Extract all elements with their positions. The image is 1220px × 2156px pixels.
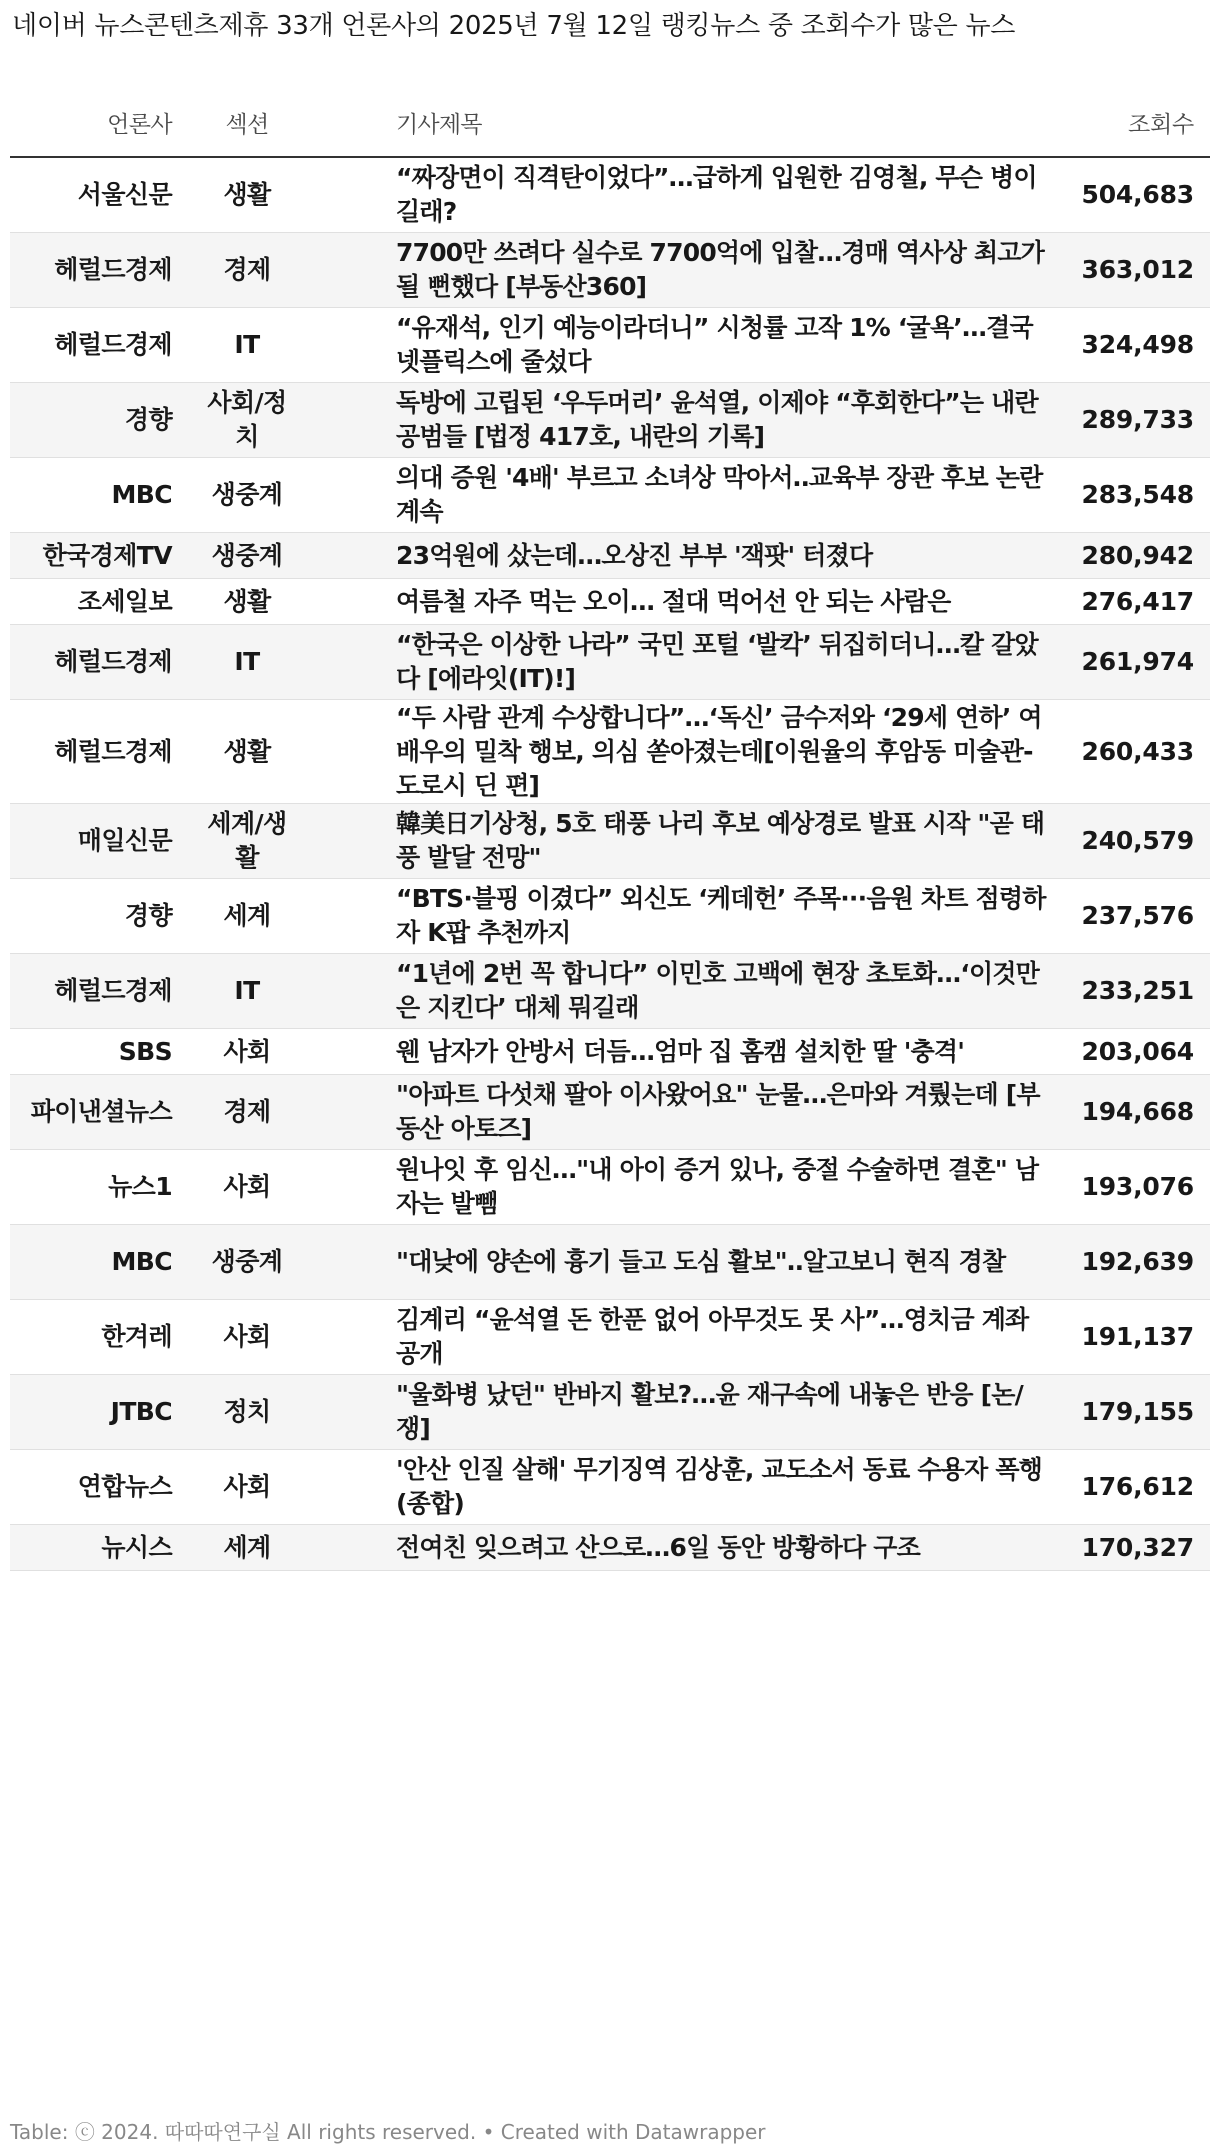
table-row[interactable] <box>10 233 1210 308</box>
cell-views: 283,548 <box>1081 480 1194 509</box>
cell-section: 사회 <box>223 1036 271 1066</box>
cell-views: 240,579 <box>1081 826 1194 855</box>
table-row[interactable] <box>10 1150 1210 1225</box>
cell-views: 179,155 <box>1081 1397 1194 1426</box>
cell-views: 260,433 <box>1081 736 1194 766</box>
column-header-outlet[interactable]: 언론사 <box>107 111 172 138</box>
cell-views: 170,327 <box>1081 1532 1194 1562</box>
column-header-headline[interactable]: 기사제목 <box>396 111 482 138</box>
cell-headline: "울화병 났던" 반바지 활보?…윤 재구속에 내놓은 반응 [논/쟁] <box>396 1380 1023 1443</box>
cell-headline: 전여친 잊으려고 산으로…6일 동안 방황하다 구조 <box>396 1532 920 1562</box>
table-row[interactable] <box>10 1375 1210 1450</box>
cell-headline: “1년에 2번 꼭 합니다” 이민호 고백에 현장 초토화…‘이것만은 지킨다’ 대체 뭐길래 <box>396 959 1040 1022</box>
cell-section: 경제 <box>223 1097 271 1126</box>
cell-section: IT <box>234 976 260 1005</box>
cell-headline: “한국은 이상한 나라” 국민 포털 ‘발칵’ 뒤집히더니…칼 갈았다 [에라잇(IT)!] <box>396 630 1038 693</box>
table-row[interactable] <box>10 954 1210 1029</box>
column-header-views[interactable]: 조회수 <box>1127 111 1194 138</box>
cell-headline: 여름철 자주 먹는 오이… 절대 먹어선 안 되는 사람은 <box>396 586 951 616</box>
table-header <box>10 88 1210 158</box>
table-row[interactable] <box>10 1029 1210 1075</box>
cell-section: 생중계 <box>211 1247 283 1276</box>
cell-views: 203,064 <box>1081 1036 1194 1066</box>
cell-section: 정치 <box>223 1397 271 1426</box>
cell-outlet: 헤럴드경제 <box>54 330 172 359</box>
table-row[interactable] <box>10 158 1210 233</box>
cell-outlet: MBC <box>111 1247 172 1276</box>
cell-views: 280,942 <box>1081 540 1194 570</box>
cell-views: 504,683 <box>1081 180 1194 209</box>
table-row[interactable] <box>10 625 1210 700</box>
cell-views: 194,668 <box>1081 1097 1194 1126</box>
cell-section: 세계 <box>223 901 271 930</box>
cell-views: 324,498 <box>1081 330 1194 359</box>
cell-section: 생활 <box>223 586 271 616</box>
cell-outlet: 뉴스1 <box>108 1172 172 1201</box>
table-row[interactable] <box>10 879 1210 954</box>
table-body <box>10 158 1210 1571</box>
cell-section: IT <box>234 330 260 359</box>
table-row[interactable] <box>10 804 1210 879</box>
cell-outlet: 헤럴드경제 <box>54 647 172 676</box>
cell-outlet: 헤럴드경제 <box>54 736 172 766</box>
table-footer: Table: ⓒ 2024. 따따따연구실 All rights reserved. • Created with Datawrapper <box>10 2120 766 2144</box>
table-row[interactable] <box>10 383 1210 458</box>
table-row[interactable] <box>10 1075 1210 1150</box>
cell-section: 생활 <box>223 180 271 209</box>
cell-outlet: 한국경제TV <box>42 540 172 570</box>
cell-section: 사회 <box>223 1172 271 1201</box>
cell-views: 237,576 <box>1081 901 1194 930</box>
table-row[interactable] <box>10 458 1210 533</box>
cell-outlet: 뉴시스 <box>101 1532 172 1562</box>
cell-headline: “BTS·블핑 이겼다” 외신도 ‘케데헌’ 주목···음원 차트 점령하자 K팝 추천까지 <box>396 884 1046 947</box>
cell-headline: “유재석, 인기 예능이라더니” 시청률 고작 1% ‘굴욕’…결국 넷플릭스에 줄섰다 <box>396 313 1033 376</box>
chart-title: 네이버 뉴스콘텐츠제휴 33개 언론사의 2025년 7월 12일 랭킹뉴스 중 조회수가 많은 뉴스 <box>12 11 1016 41</box>
cell-section: 생중계 <box>211 480 283 509</box>
cell-section: 생중계 <box>211 540 283 570</box>
cell-views: 176,612 <box>1081 1472 1194 1501</box>
cell-views: 276,417 <box>1081 586 1194 616</box>
cell-section: 생활 <box>223 736 271 766</box>
ranking-table <box>10 88 1210 1571</box>
cell-headline: 독방에 고립된 ‘우두머리’ 윤석열, 이제야 “후회한다”는 내란 공범들 [법정 417호, 내란의 기록] <box>396 388 1038 451</box>
cell-headline: '안산 인질 살해' 무기징역 김상훈, 교도소서 동료 수용자 폭행(종합) <box>396 1455 1043 1518</box>
cell-views: 193,076 <box>1081 1172 1194 1201</box>
table-row[interactable] <box>10 1525 1210 1571</box>
table-row[interactable] <box>10 308 1210 383</box>
table-row[interactable] <box>10 700 1210 804</box>
cell-outlet: 매일신문 <box>77 826 172 855</box>
cell-outlet: MBC <box>111 480 172 509</box>
cell-views: 363,012 <box>1081 255 1194 284</box>
cell-headline: "아파트 다섯채 팔아 이사왔어요" 눈물…은마와 겨뤘는데 [부동산 아토즈] <box>396 1080 1040 1143</box>
cell-headline: “짜장면이 직격탄이었다”…급하게 입원한 김영철, 무슨 병이길래? <box>396 163 1037 226</box>
cell-outlet: SBS <box>118 1036 172 1066</box>
cell-section: IT <box>234 647 260 676</box>
cell-section: 사회/정치 <box>207 388 287 451</box>
cell-outlet: 서울신문 <box>77 180 172 209</box>
cell-headline: "대낮에 양손에 흉기 들고 도심 활보"‥알고보니 현직 경찰 <box>396 1247 1006 1276</box>
cell-headline: 원나잇 후 임신…"내 아이 증거 있나, 중절 수술하면 결혼" 남자는 발뺌 <box>396 1155 1039 1218</box>
cell-headline: 23억원에 샀는데…오상진 부부 '잭팟' 터졌다 <box>396 540 873 570</box>
cell-outlet: 경향 <box>124 901 172 930</box>
table-row[interactable] <box>10 533 1210 579</box>
column-header-section[interactable]: 섹션 <box>225 111 269 138</box>
cell-headline: 韓美日기상청, 5호 태풍 나리 후보 예상경로 발표 시작 "곧 태풍 발달 전망" <box>396 809 1045 872</box>
table-row[interactable] <box>10 1225 1210 1300</box>
cell-section: 사회 <box>223 1322 271 1351</box>
cell-outlet: 연합뉴스 <box>77 1472 172 1501</box>
table-row[interactable] <box>10 579 1210 625</box>
cell-outlet: JTBC <box>110 1397 172 1426</box>
cell-outlet: 경향 <box>124 405 172 434</box>
cell-section: 세계/생활 <box>207 809 287 872</box>
cell-section: 사회 <box>223 1472 271 1501</box>
cell-headline: 웬 남자가 안방서 더듬…엄마 집 홈캠 설치한 딸 '충격' <box>396 1036 965 1066</box>
cell-section: 경제 <box>223 255 271 284</box>
cell-headline: 김계리 “윤석열 돈 한푼 없어 아무것도 못 사”…영치금 계좌 공개 <box>396 1305 1029 1368</box>
table-row[interactable] <box>10 1300 1210 1375</box>
table-row[interactable] <box>10 1450 1210 1525</box>
cell-views: 261,974 <box>1081 647 1194 676</box>
cell-outlet: 조세일보 <box>77 586 172 616</box>
cell-views: 191,137 <box>1081 1322 1194 1351</box>
cell-views: 233,251 <box>1081 976 1194 1005</box>
cell-headline: 7700만 쓰려다 실수로 7700억에 입찰…경매 역사상 최고가 될 뻔했다 [부동산360] <box>396 238 1045 301</box>
cell-outlet: 한겨레 <box>101 1322 172 1351</box>
cell-outlet: 헤럴드경제 <box>54 976 172 1005</box>
cell-views: 192,639 <box>1081 1247 1194 1276</box>
cell-outlet: 헤럴드경제 <box>54 255 172 284</box>
cell-outlet: 파이낸셜뉴스 <box>30 1097 172 1126</box>
cell-views: 289,733 <box>1081 405 1194 434</box>
cell-headline: “두 사람 관계 수상합니다”…‘독신’ 금수저와 ‘29세 연하’ 여배우의 밀착 행보, 의심 쏟아졌는데[이원율의 후암동 미술관-도로시 딘 편] <box>396 702 1042 800</box>
cell-headline: 의대 증원 '4배' 부르고 소녀상 막아서‥교육부 장관 후보 논란 계속 <box>396 463 1043 526</box>
cell-section: 세계 <box>223 1532 271 1562</box>
